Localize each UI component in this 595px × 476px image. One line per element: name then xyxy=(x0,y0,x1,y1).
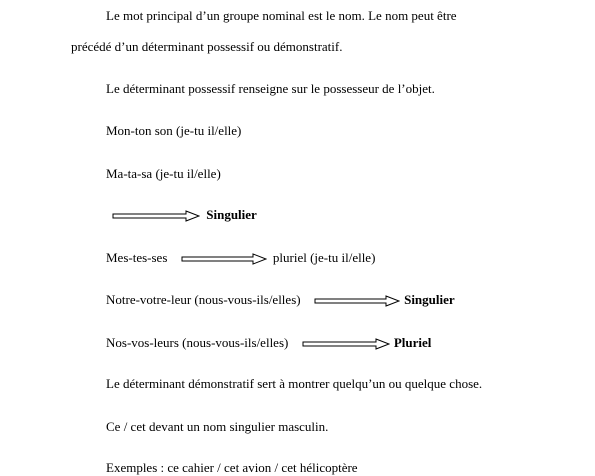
list-item: Nos-vos-leurs (nous-vous-ils/elles) xyxy=(106,335,289,350)
paragraph-line: Ce / cet devant un nom singulier masculin. xyxy=(106,419,329,434)
singulier-label: Singulier xyxy=(206,207,257,222)
arrow-row xyxy=(106,250,375,266)
arrow-row xyxy=(106,335,431,351)
pluriel-label: Pluriel xyxy=(393,335,432,350)
pluriel-label: pluriel (je-tu il/elle) xyxy=(272,250,376,265)
list-item: Mes-tes-ses xyxy=(106,250,168,265)
double-arrow-icon xyxy=(314,295,400,307)
double-arrow-icon xyxy=(181,253,267,265)
paragraph-line: Le mot principal d’un groupe nominal est le nom. Le nom peut être xyxy=(106,8,457,23)
list-item: Mon-ton son (je-tu il/elle) xyxy=(106,123,242,138)
paragraph-line: Le déterminant démonstratif sert à montrer quelqu’un ou quelque chose. xyxy=(106,376,483,391)
paragraph-line: Le déterminant possessif renseigne sur le possesseur de l’objet. xyxy=(106,81,435,96)
singulier-label: Singulier xyxy=(404,292,455,307)
list-item: Notre-votre-leur (nous-vous-ils/elles) xyxy=(106,292,301,307)
double-arrow-icon xyxy=(112,210,200,222)
arrow-row xyxy=(106,292,455,308)
list-item: Ma-ta-sa (je-tu il/elle) xyxy=(106,166,221,181)
double-arrow-icon xyxy=(302,338,390,350)
paragraph-line: précédé d’un déterminant possessif ou démonstratif. xyxy=(71,39,343,54)
arrow-row xyxy=(112,207,257,223)
paragraph-line: Exemples : ce cahier / cet avion / cet hélicoptère xyxy=(106,460,358,475)
